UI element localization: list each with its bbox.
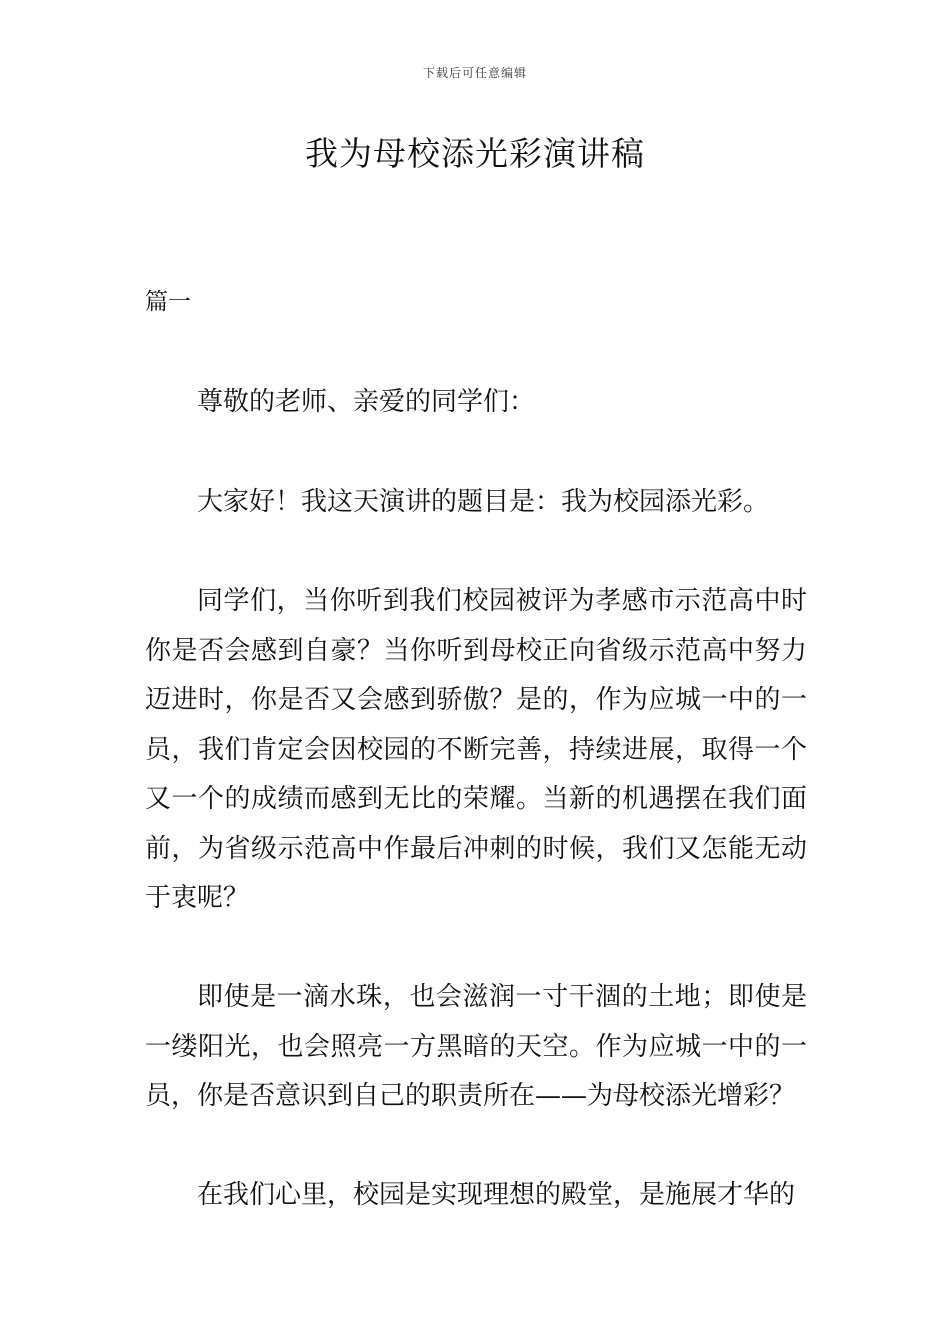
intro-paragraph: 大家好！我这天演讲的题目是：我为校园添光彩。 xyxy=(197,487,770,517)
greeting-paragraph: 尊敬的老师、亲爱的同学们： xyxy=(197,387,536,417)
header-note: 下载后可任意编辑 xyxy=(422,66,527,80)
section-label: 篇一 xyxy=(145,289,191,315)
document-title: 我为母校添光彩演讲稿 xyxy=(305,134,645,173)
body-paragraph-1: 同学们，当你听到我们校园被评为孝感市示范高中时你是否会感到自豪？当你听到母校正向省级示范高中努力迈进时，你是否又会感到骄傲？是的，作为应城一中的一员，我们肯定会因校园的不断完善，持续进展，取得一个又一个的成绩而感到无比的荣耀。当新的机遇摆在我们面前，为省级示范高中作最后冲刺的时候，我们又怎能无动于衷呢？ xyxy=(145,586,807,913)
body-paragraph-3: 在我们心里，校园是实现理想的殿堂，是施展才华的 xyxy=(197,1180,796,1210)
body-paragraph-2: 即使是一滴水珠，也会滋润一寸干涸的土地；即使是一缕阳光，也会照亮一方黑暗的天空。作为应城一中的一员，你是否意识到自己的职责所在——为母校添光增彩？ xyxy=(145,982,807,1111)
